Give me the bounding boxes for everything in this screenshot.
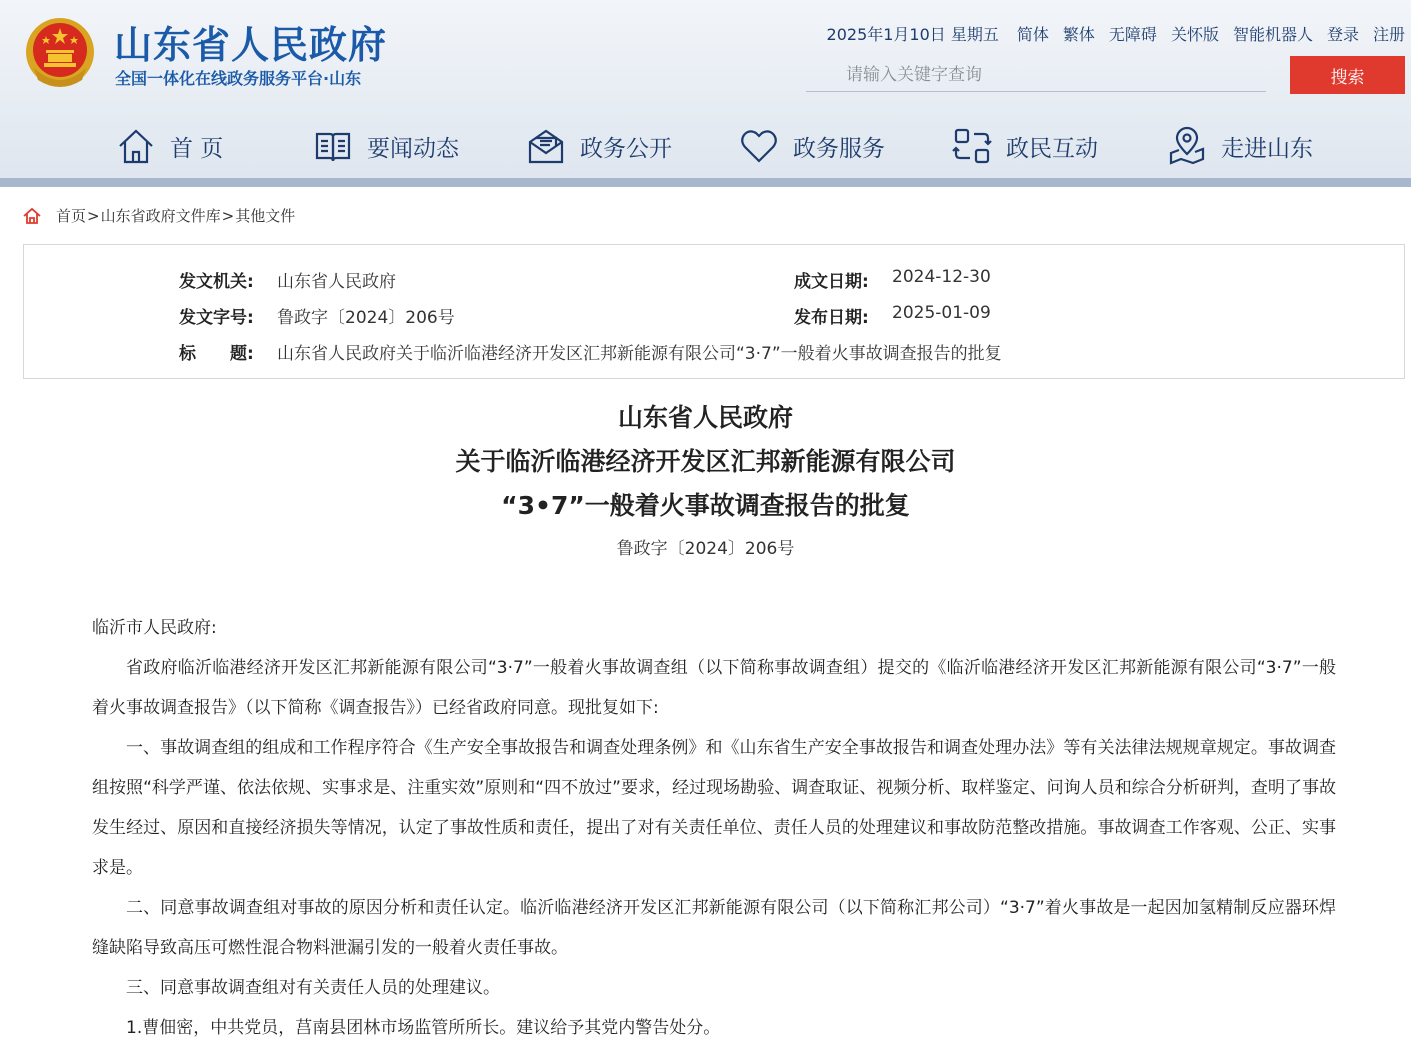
mail-icon <box>526 126 566 166</box>
paragraph: 1.曹佃密，中共党员，莒南县团林市场监管所所长。建议给予其党内警告处分。 <box>126 1018 721 1038</box>
doc-title-line-2: 关于临沂临港经济开发区汇邦新能源有限公司 <box>455 447 956 476</box>
title-label: 标 题: <box>179 344 254 364</box>
breadcrumb-separator: > <box>87 206 100 225</box>
doc-title-line-3: “3•7”一般着火事故调查报告的批复 <box>501 491 910 520</box>
issuer-value: 山东省人民政府 <box>277 272 396 292</box>
doc-number-label: 发文字号: <box>179 308 254 328</box>
document-body <box>92 648 1336 1048</box>
breadcrumb-file-library[interactable]: 山东省政府文件库 <box>100 207 221 225</box>
nav-item-shandong[interactable] <box>1167 126 1313 166</box>
nav-label: 政务服务 <box>793 135 885 162</box>
breadcrumb-home[interactable]: 首页 <box>56 207 87 225</box>
traditional-link[interactable]: 繁体 <box>1062 25 1095 44</box>
site-title[interactable]: 山东省人民政府 <box>114 23 388 67</box>
nav-label: 政民互动 <box>1006 135 1098 162</box>
nav-item-news[interactable] <box>313 126 459 166</box>
nav-label: 首 页 <box>170 135 224 162</box>
nav-item-home[interactable] <box>116 126 223 166</box>
current-date: 2025年1月10日 星期五 <box>826 25 999 44</box>
paragraph: 省政府临沂临港经济开发区汇邦新能源有限公司“3·7”一般着火事故调查组（以下简称事故调查组）提交的《临沂临港经济开发区汇邦新能源有限公司“3·7”一般着火事故调查报告》（以下简称《调查报告》）已经省政府同意。现批复如下: <box>92 658 1336 718</box>
search-button[interactable]: 搜索 <box>1290 56 1405 94</box>
breadcrumb-other-files[interactable]: 其他文件 <box>235 207 296 225</box>
robot-link[interactable]: 智能机器人 <box>1232 25 1313 44</box>
simplified-link[interactable]: 简体 <box>1016 25 1049 44</box>
issuer-label: 发文机关: <box>179 272 254 292</box>
written-date-value: 2024-12-30 <box>892 267 991 287</box>
paragraph: 三、同意事故调查组对有关责任人员的处理建议。 <box>126 978 500 998</box>
national-emblem-icon <box>24 14 96 90</box>
publish-date-value: 2025-01-09 <box>892 303 991 323</box>
main-nav <box>0 118 1411 176</box>
site-header <box>0 0 1411 178</box>
heart-icon <box>739 126 779 166</box>
accessibility-link[interactable]: 无障碍 <box>1108 25 1157 44</box>
care-mode-link[interactable]: 关怀版 <box>1170 25 1219 44</box>
written-date-label: 成文日期: <box>794 272 869 292</box>
book-icon <box>313 126 353 166</box>
search-input[interactable] <box>806 58 1266 92</box>
home-icon[interactable] <box>22 206 42 226</box>
header-divider <box>0 178 1411 187</box>
home-icon <box>116 126 156 166</box>
top-links <box>827 22 1405 45</box>
nav-item-interaction[interactable] <box>952 126 1098 166</box>
document-info-box <box>23 244 1405 379</box>
site-subtitle: 全国一体化在线政务服务平台·山东 <box>115 69 362 88</box>
paragraph: 二、同意事故调查组对事故的原因分析和责任认定。临沂临港经济开发区汇邦新能源有限公司（以下简称汇邦公司）“3·7”着火事故是一起因加氢精制反应器环焊缝缺陷导致高压可燃性混合物料泄漏引发的一般着火责任事故。 <box>92 898 1336 958</box>
interaction-icon <box>952 126 992 166</box>
doc-number-value: 鲁政字〔2024〕206号 <box>277 308 455 328</box>
publish-date-label: 发布日期: <box>794 308 869 328</box>
map-pin-icon <box>1167 126 1207 166</box>
salutation: 临沂市人民政府: <box>92 618 217 638</box>
title-value: 山东省人民政府关于临沂临港经济开发区汇邦新能源有限公司“3·7”一般着火事故调查报告的批复 <box>277 344 1002 364</box>
nav-label: 走进山东 <box>1221 135 1313 162</box>
doc-title-line-1: 山东省人民政府 <box>617 403 793 432</box>
nav-item-open-affairs[interactable] <box>526 126 672 166</box>
paragraph: 一、事故调查组的组成和工作程序符合《生产安全事故报告和调查处理条例》和《山东省生产安全事故报告和调查处理办法》等有关法律法规规章规定。事故调查组按照“科学严谨、依法依规、实事求是、注重实效”原则和“四不放过”要求，经过现场勘验、调查取证、视频分析、取样鉴定、问询人员和综合分析研判，查明了事故发生经过、原因和直接经济损失等情况，认定了事故性质和责任，提出了对有关责任单位、责任人员的处理建议和事故防范整改措施。事故调查工作客观、公正、实事求是。 <box>92 738 1336 878</box>
nav-label: 要闻动态 <box>367 135 459 162</box>
login-link[interactable]: 登录 <box>1326 25 1359 44</box>
breadcrumb <box>22 205 295 226</box>
doc-number: 鲁政字〔2024〕206号 <box>616 539 795 559</box>
register-link[interactable]: 注册 <box>1372 25 1405 44</box>
nav-item-services[interactable] <box>739 126 885 166</box>
breadcrumb-separator: > <box>221 206 235 225</box>
nav-label: 政务公开 <box>580 135 672 162</box>
